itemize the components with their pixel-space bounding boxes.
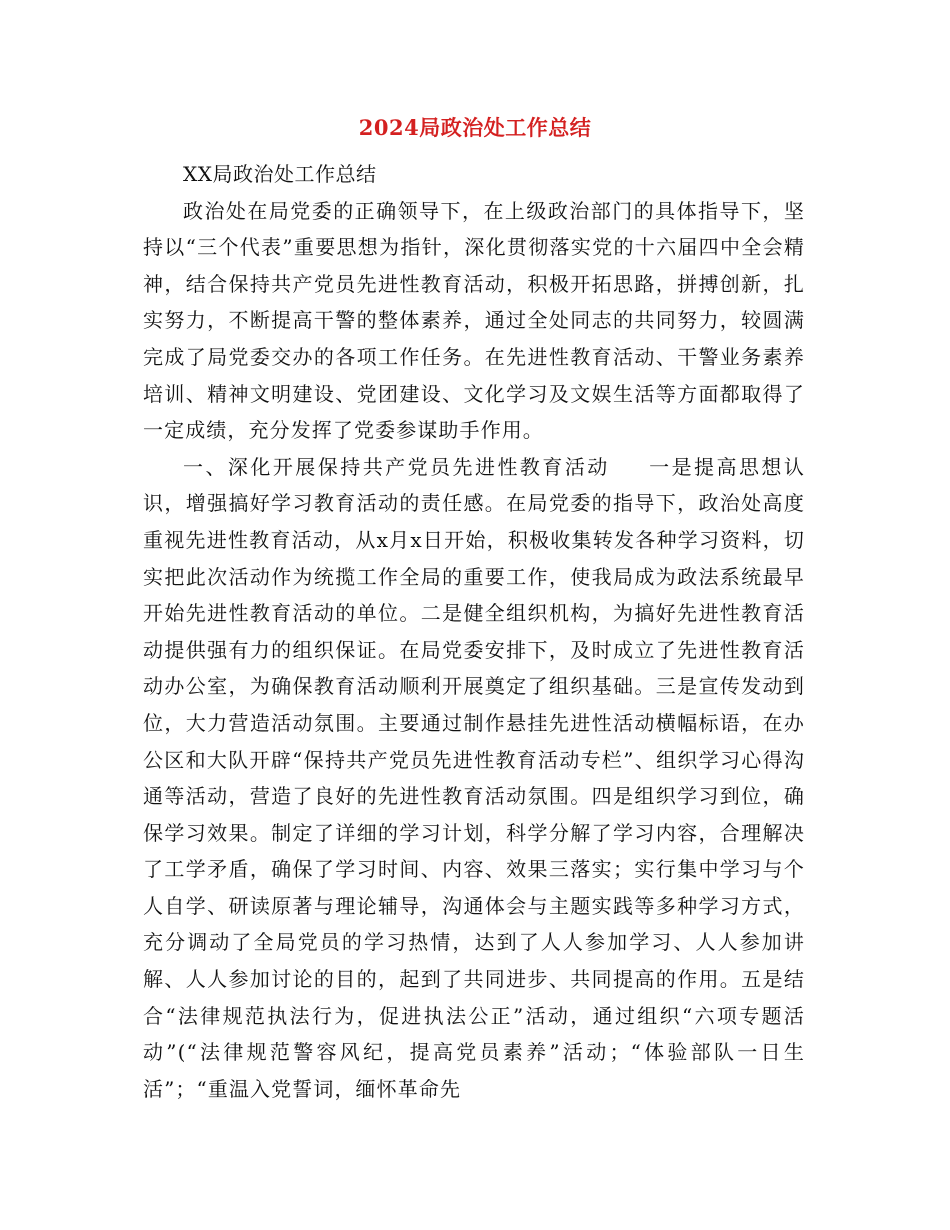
- section-1-heading: 一、深化开展保持共产党员先进性教育活动: [183, 454, 610, 479]
- document-body: [143, 156, 805, 1107]
- section-1-body: 一是提高思想认识，增强搞好学习教育活动的责任感。在局党委的指导下，政治处高度重视先进性教育活动，从x月x日开始，积极收集转发各种学习资料，切实把此次活动作为统揽工作全局的重要工作，使我局成为政法系统最早开始先进性教育活动的单位。二是健全组织机构，为搞好先进性教育活动提供强有力的组织保证。在局党委安排下，及时成立了先进性教育活动办公室，为确保教育活动顺利开展奠定了组织基础。三是宣传发动到位，大力营造活动氛围。主要通过制作悬挂先进性活动横幅标语，在办公区和大队开辟“保持共产党员先进性教育活动专栏”、组织学习心得沟通等活动，营造了良好的先进性教育活动氛围。四是组织学习到位，确保学习效果。制定了详细的学习计划，科学分解了学习内容，合理解决了工学矛盾，确保了学习时间、内容、效果三落实；实行集中学习与个人自学、研读原著与理论辅导，沟通体会与主题实践等多种学习方式，充分调动了全局党员的学习热情，达到了人人参加学习、人人参加讲解、人人参加讨论的目的，起到了共同进步、共同提高的作用。五是结合“法律规范执法行为，促进执法公正”活动，通过组织“六项专题活动”(“法律规范警容风纪，提高党员素养”活动；“体验部队一日生活”；“重温入党誓词，缅怀革命先: [143, 454, 805, 1101]
- document-subtitle: XX局政治处工作总结: [183, 162, 377, 186]
- intro-paragraph: 政治处在局党委的正确领导下，在上级政治部门的具体指导下，坚持以“三个代表”重要思想为指针，深化贯彻落实党的十六届四中全会精神，结合保持共产党员先进性教育活动，积极开拓思路，拼搏创新，扎实努力，不断提高干警的整体素养，通过全处同志的共同努力，较圆满完成了局党委交办的各项工作任务。在先进性教育活动、干警业务素养培训、精神文明建设、党团建设、文化学习及文娱生活等方面都取得了一定成绩，充分发挥了党委参谋助手作用。: [143, 198, 805, 443]
- document-title: 2024局政治处工作总结: [358, 115, 592, 140]
- section-1-paragraph: [143, 449, 805, 1108]
